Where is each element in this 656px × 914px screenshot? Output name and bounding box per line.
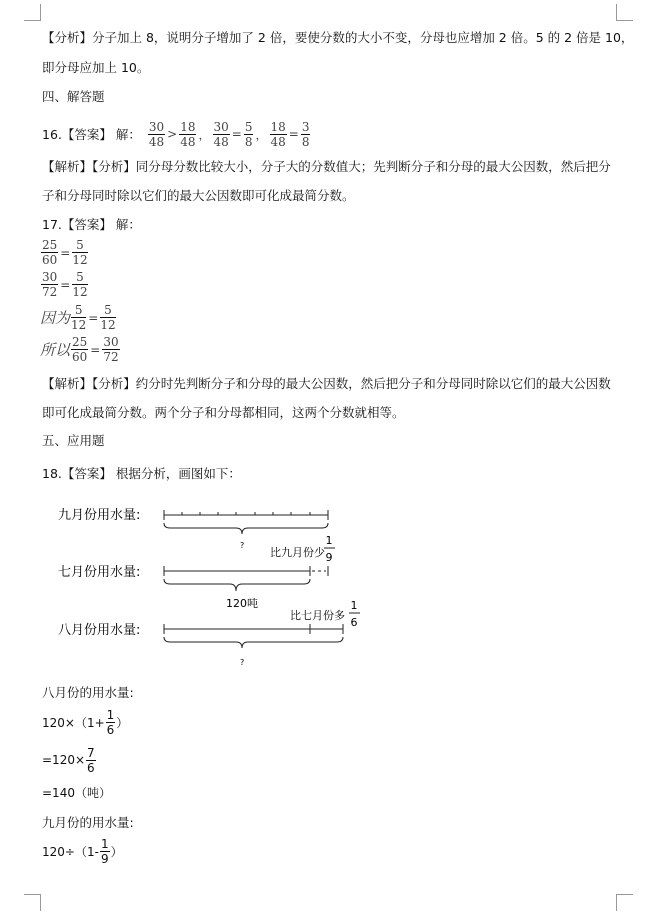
equals-sign: = xyxy=(88,310,99,325)
aug-step-1 xyxy=(42,707,128,737)
q16-math xyxy=(147,121,312,148)
question-18-answer: 18.【答案】 根据分析，画图如下： xyxy=(42,466,241,481)
equals-sign: = xyxy=(60,245,71,260)
fraction-30-72: $\frac{30}{72}$ xyxy=(42,270,58,299)
comma: ， xyxy=(198,127,211,142)
fraction-30-48: $\frac{30}{48}$ xyxy=(148,119,165,149)
aug-step-2-text: =120× xyxy=(42,753,86,767)
aug-unknown-mark: ? xyxy=(240,658,245,667)
sep-title: 九月份的用水量: xyxy=(42,815,134,830)
diagram-jul-label: 七月份用水量: xyxy=(58,565,141,580)
section-5-heading: 五、应用题 xyxy=(42,433,105,448)
sep-step-1-close: ） xyxy=(110,844,123,859)
analysis-15-line-1: 【分析】分子加上 8，说明分子增加了 2 倍，要使分数的大小不变，分母也应增加 2 倍。5 的 2 倍是 10， xyxy=(42,30,634,45)
fraction-1-6: $\frac{1}{6}$ xyxy=(106,707,115,737)
fraction-3-8: $\frac{3}{8}$ xyxy=(301,119,310,149)
q17-analysis-line-1: 【解析】【分析】约分时先判断分子和分母的最大公因数，然后把分子和分母同时除以它们的最大公因数 xyxy=(42,376,611,391)
corner-mark-top-left xyxy=(24,4,41,21)
fraction-30-48-b: $\frac{30}{48}$ xyxy=(213,119,229,149)
sep-frac-numerator: 1 xyxy=(325,534,333,547)
aug-step-1-close: ） xyxy=(116,715,129,730)
fraction-30-72-b: $\frac{30}{72}$ xyxy=(103,335,119,364)
therefore-text: 所以 xyxy=(40,341,71,359)
q17-eq-2 xyxy=(40,271,89,298)
diagram-aug-label: 八月份用水量: xyxy=(58,623,141,638)
sep-step-1-text: 120÷（1- xyxy=(42,844,99,859)
aug-step-2 xyxy=(42,745,97,775)
q17-analysis-line-2: 即可化成最简分数。两个分子和分母都相同，这两个分数就相等。 xyxy=(42,405,405,420)
q17-eq-1 xyxy=(40,239,89,266)
jul-segment xyxy=(164,566,328,591)
fraction-5-12-b: $\frac{5}{12}$ xyxy=(72,270,88,299)
aug-step-3: =140（吨） xyxy=(42,786,111,800)
sep-segment xyxy=(164,510,328,534)
fraction-18-48: $\frac{18}{48}$ xyxy=(180,119,196,149)
water-usage-diagram xyxy=(40,495,380,670)
corner-mark-top-right xyxy=(616,4,633,21)
sep-frac-denominator: 9 xyxy=(325,551,333,564)
sep-step-1 xyxy=(42,836,123,866)
analysis-15-line-2: 即分母应加上 10。 xyxy=(42,60,150,75)
fraction-5-12: $\frac{5}{12}$ xyxy=(72,238,88,267)
aug-segment xyxy=(164,624,343,648)
question-17-answer: 17.【答案】 解： xyxy=(42,217,141,232)
fraction-18-48-b: $\frac{18}{48}$ xyxy=(270,119,286,149)
aug-frac-numerator: 1 xyxy=(350,599,358,612)
fraction-5-12-d: $\frac{5}{12}$ xyxy=(100,303,116,332)
equals-sign: = xyxy=(231,127,242,141)
fraction-25-60-b: $\frac{25}{60}$ xyxy=(72,335,88,364)
sep-unknown-mark: ? xyxy=(240,541,245,550)
equals-sign: = xyxy=(60,277,71,292)
aug-step-1-text: 120×（1+ xyxy=(42,715,105,730)
corner-mark-bottom-left xyxy=(24,894,41,911)
fraction-1-9: $\frac{1}{9}$ xyxy=(100,836,109,866)
fraction-25-60: $\frac{25}{60}$ xyxy=(42,238,58,267)
aug-note: 比七月份多 xyxy=(290,609,345,622)
aug-frac-denominator: 6 xyxy=(350,616,358,629)
sep-note: 比九月份少 xyxy=(270,546,325,559)
section-4-heading: 四、解答题 xyxy=(42,89,105,104)
q16-analysis-line-2: 子和分母同时除以它们的最大公因数即可化成最简分数。 xyxy=(42,188,355,203)
q16-prefix: 16.【答案】 解： xyxy=(42,127,141,142)
equals-sign: = xyxy=(90,342,101,357)
corner-mark-bottom-right xyxy=(616,894,633,911)
jul-value: 120吨 xyxy=(226,597,258,610)
question-16-answer xyxy=(42,118,311,150)
fraction-5-8: $\frac{5}{8}$ xyxy=(244,119,253,149)
comma: ， xyxy=(255,127,268,142)
fraction-5-12-c: $\frac{5}{12}$ xyxy=(71,303,87,332)
q16-analysis-line-1: 【解析】【分析】同分母分数比较大小，分子大的分数值大；先判断分子和分母的最大公因数，然后把分 xyxy=(42,159,611,174)
fraction-7-6: $\frac{7}{6}$ xyxy=(87,745,95,775)
diagram-sep-label: 九月份用水量: xyxy=(58,508,141,523)
q17-eq-4 xyxy=(40,336,121,363)
q17-eq-3 xyxy=(40,304,117,331)
because-text: 因为 xyxy=(40,309,71,327)
equals-sign: = xyxy=(288,127,299,141)
aug-title: 八月份的用水量: xyxy=(42,685,134,700)
greater-than-sign: > xyxy=(167,127,178,141)
